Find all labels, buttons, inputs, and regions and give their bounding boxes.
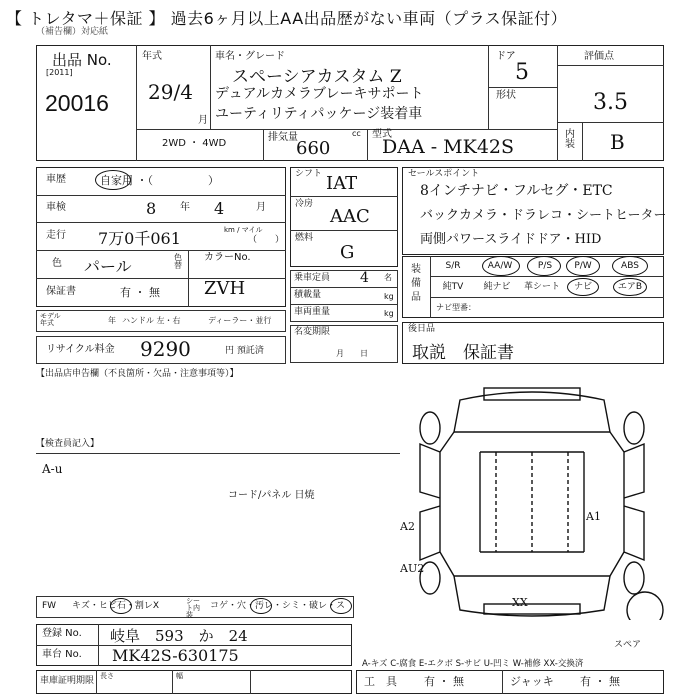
- equip-aaw-circle: [482, 256, 520, 276]
- modelyear-year-unit: 年: [108, 316, 116, 325]
- diagram-tag-xx: XX: [512, 596, 528, 609]
- condition-seat-label: シート内装: [186, 597, 200, 619]
- header-title: 【 トレタマ＋保証 】 過去6ヶ月以上AA出品歴がない車両（プラス保証付）: [6, 9, 568, 28]
- history-circle: [95, 170, 131, 190]
- grade-value: 3.5: [593, 90, 628, 115]
- load-unit: kg: [384, 292, 394, 301]
- registration-label: 登録 No.: [42, 628, 82, 639]
- recycle-unit: 円 預託済: [225, 346, 264, 356]
- year-value: 29/4: [148, 80, 193, 104]
- jack-label: ジャッキ: [510, 675, 554, 688]
- jack-value: 有 ・ 無: [580, 675, 620, 688]
- expiry-wide: 幅: [176, 672, 183, 680]
- equip-tv: 純TV: [442, 282, 464, 292]
- warranty-value: 有 ・ 無: [120, 286, 160, 299]
- equip-navi-circle: [567, 278, 599, 296]
- fuel-label: 燃料: [295, 233, 314, 243]
- sales-line1: 8インチナビ・フルセグ・ETC: [420, 183, 613, 199]
- displacement-unit: cc: [352, 129, 361, 138]
- equip-airbag-circle: [613, 278, 647, 296]
- inspection-month: 4: [214, 199, 225, 218]
- chassis-value: MK42S-630175: [112, 646, 239, 665]
- load-label: 積載量: [294, 290, 322, 300]
- capacity-value: 4: [360, 270, 369, 286]
- inspection-year-unit: 年: [180, 202, 190, 213]
- sales-label: セールスポイント: [408, 169, 480, 179]
- car-diagram: [400, 382, 665, 620]
- sales-line3: 両側パワースライドドア・HID: [420, 232, 602, 247]
- diagram-tag-a2: A2: [400, 520, 415, 533]
- tools-value: 有 ・ 無: [424, 675, 464, 688]
- inspector-note1: A-u: [42, 462, 63, 476]
- condition-fw-label: FW: [42, 601, 57, 611]
- modelyear-handle: ハンドル 左・右: [122, 316, 181, 325]
- capacity-label: 乗車定員: [294, 273, 331, 283]
- recycle-value: 9290: [140, 337, 191, 361]
- equip-airbag: エアB: [617, 282, 643, 292]
- equip-sr: S/R: [445, 261, 461, 271]
- chassis-label: 車台 No.: [42, 649, 82, 660]
- year-label: 年式: [142, 51, 162, 62]
- model-value: DAA - MK42S: [382, 136, 515, 158]
- after-label: 後日品: [408, 324, 436, 334]
- expiry-long: 長さ: [100, 672, 114, 680]
- carname-label: 車名・グレード: [215, 51, 285, 62]
- colorcode-label: カラーNo.: [204, 252, 251, 263]
- condition-circle-2: [250, 598, 272, 614]
- tools-label: 工 具: [364, 675, 397, 688]
- condition-circle-3: [330, 598, 352, 614]
- year-unit: 月: [198, 115, 208, 126]
- equip-pw: P/W: [574, 261, 592, 271]
- header-subnote: （補告欄）対応紙: [36, 27, 109, 37]
- equipment-label: 装備品: [411, 264, 421, 303]
- equipment-navi-label: ナビ型番：: [436, 303, 476, 312]
- inspector-note2: コード/パネル 日焼: [228, 490, 315, 501]
- equip-abs-circle: [612, 256, 648, 276]
- equip-pw-circle: [566, 256, 600, 276]
- sales-line2: バックカメラ・ドラレコ・シートヒーター: [420, 208, 667, 223]
- carname-line1: スペーシアカスタム Z: [232, 67, 402, 87]
- after-value: 取説 保証書: [412, 343, 514, 363]
- displacement-value: 660: [296, 138, 331, 159]
- diagram-tag-a1: A1: [586, 510, 601, 523]
- legend: A-キズ C-腐食 E-エクボ S-サビ U-凹ミ W-補修 XX-交換済: [362, 659, 584, 669]
- regchange-label: 名変期限: [294, 327, 331, 337]
- carname-line3: ユーティリティパッケージ装着車: [215, 106, 423, 122]
- history-label: 車歴: [46, 174, 66, 185]
- equip-navi-oem: 純ナビ: [483, 282, 511, 292]
- weight-unit: kg: [384, 309, 394, 318]
- weight-label: 車両重量: [294, 307, 331, 317]
- shift-label: シフト: [295, 169, 323, 179]
- doors-value: 5: [515, 60, 529, 85]
- lot-stamp: [2011]: [46, 68, 73, 77]
- color-value: パール: [84, 257, 132, 276]
- shift-value: IAT: [326, 173, 358, 194]
- warranty-label: 保証書: [46, 286, 76, 297]
- aircon-label: 冷房: [295, 199, 314, 209]
- shape-label: 形状: [496, 90, 516, 101]
- grade-label: 評価点: [584, 51, 614, 62]
- declare-label: 【出品店申告欄（不良箇所・欠品・注意事項等）】: [36, 369, 239, 379]
- registration-value: 岐阜 593 か 24: [110, 627, 248, 645]
- spare-label: スペア: [614, 640, 642, 650]
- inspection-year: 8: [146, 199, 157, 218]
- model-label: 型式: [372, 129, 392, 140]
- color-label: 色: [52, 258, 62, 269]
- interior-value: B: [610, 130, 625, 154]
- modelyear-label: モデル年式: [40, 312, 61, 327]
- mileage-value: 7万0千061: [98, 229, 181, 248]
- inspector-label: 【検査員記入】: [36, 439, 100, 449]
- expiry-label: 車庫証明期限: [40, 676, 95, 686]
- diagram-tag-au2: AU2: [400, 562, 425, 575]
- equip-ps: P/S: [537, 261, 553, 271]
- equip-ps-circle: [527, 256, 561, 276]
- fuel-value: G: [340, 242, 355, 263]
- mileage-label: 走行: [46, 230, 66, 241]
- capacity-unit: 名: [384, 273, 392, 282]
- regchange-unit: 月 日: [336, 349, 368, 358]
- mileage-unit: km / マイル: [224, 226, 263, 234]
- drive-label: 2WD ・ 4WD: [162, 138, 227, 149]
- color-change-label: 色替: [174, 253, 182, 270]
- lot-number: 20016: [45, 90, 109, 116]
- equip-aaw: AA/W: [487, 261, 513, 271]
- interior-label: 内装: [565, 129, 575, 150]
- equip-abs: ABS: [621, 261, 639, 271]
- equip-navi: ナビ: [573, 282, 592, 292]
- condition-scratch: キズ・ヒビ石・割レX: [72, 601, 159, 611]
- colorcode-value: ZVH: [204, 278, 246, 299]
- inspection-month-unit: 月: [256, 202, 266, 213]
- modelyear-dealer: ディーラー・並行: [208, 316, 272, 325]
- doors-label: ドア: [496, 51, 516, 62]
- lot-label: 出品 No.: [52, 51, 112, 69]
- equip-leather: 革シート: [523, 282, 560, 292]
- condition-circle-1: [110, 598, 132, 614]
- mileage-paren: （ ）: [248, 235, 285, 245]
- history-value: 自家用 ・（ ）: [100, 174, 219, 187]
- inspection-label: 車検: [46, 202, 66, 213]
- aircon-value: AAC: [330, 206, 370, 227]
- carname-line2: デュアルカメラブレーキサポート: [215, 86, 424, 102]
- displacement-label: 排気量: [268, 132, 298, 143]
- recycle-label: リサイクル料金: [46, 344, 115, 355]
- condition-seat: コゲ・穴・汚レ・シミ・破レ・ス: [210, 601, 346, 611]
